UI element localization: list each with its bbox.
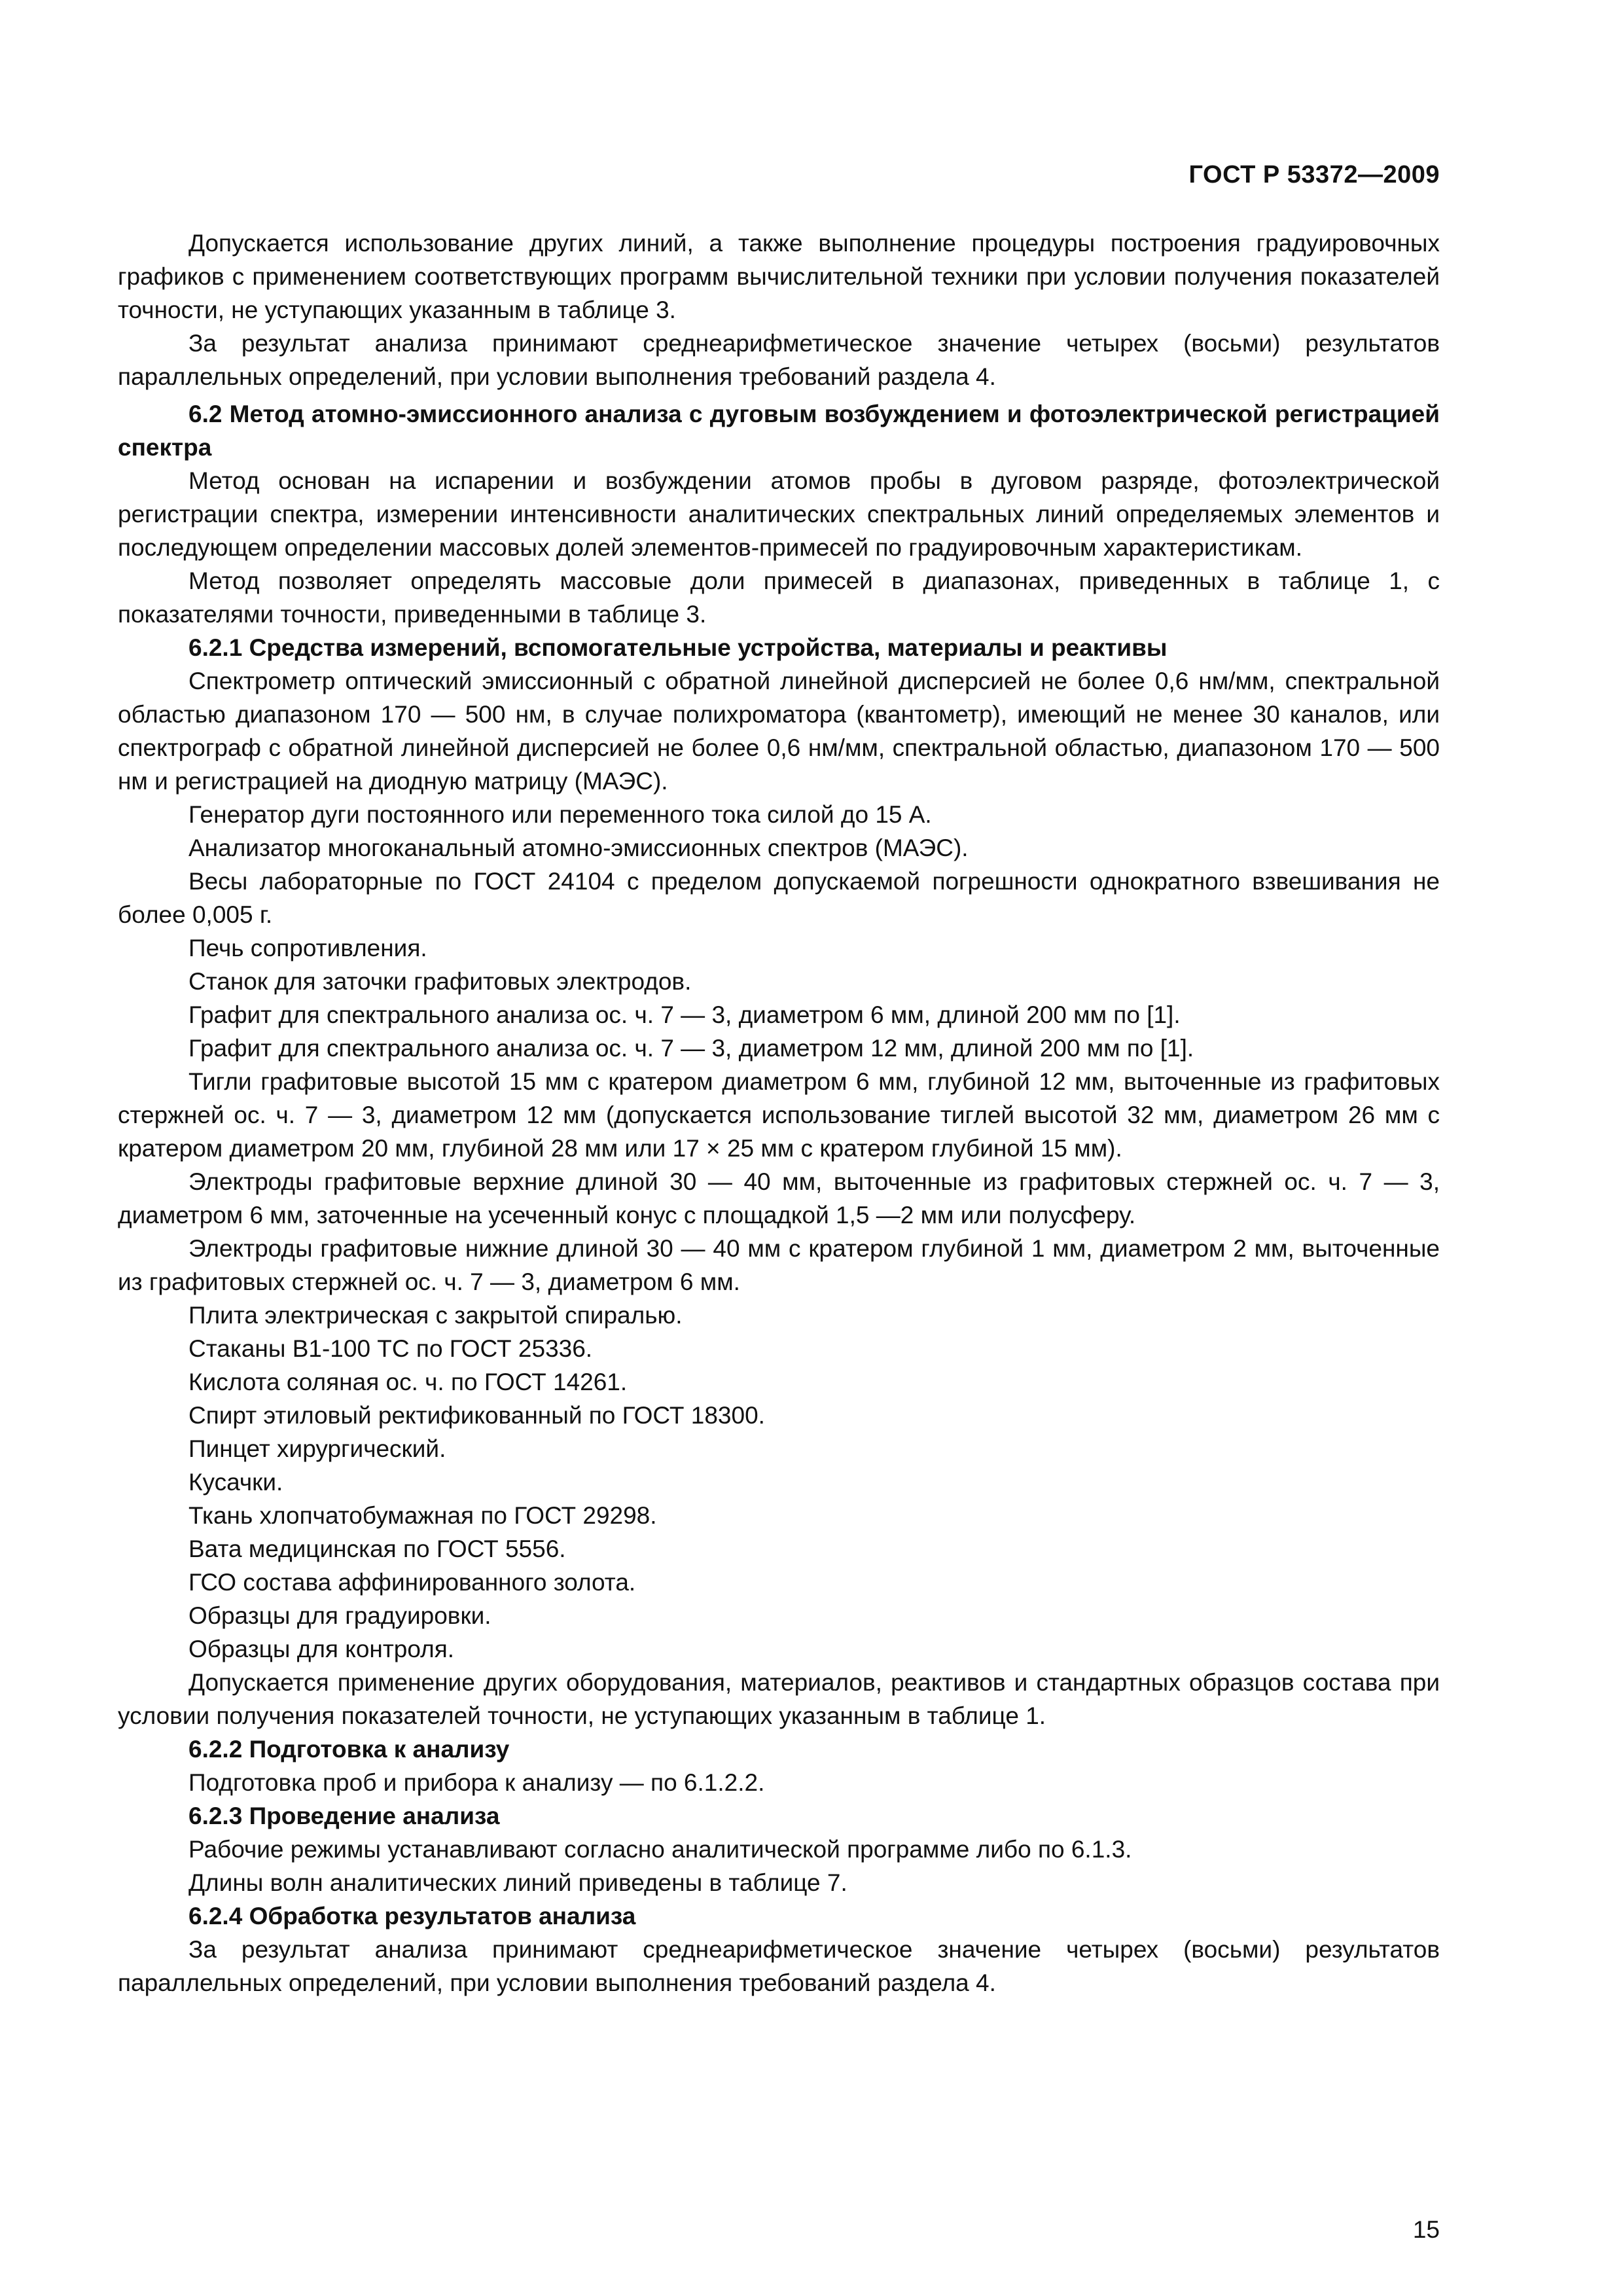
- paragraph: Допускается использование других линий, а также выполнение процедуры построения градуировочных графиков с применением соответствующих программ вычислительной техники при условии получения показателей точности, не уступающих указанным в таблице 3.: [118, 230, 1440, 323]
- paragraph: Кусачки.: [188, 1469, 283, 1496]
- paragraph: Графит для спектрального анализа ос. ч. 7 — 3, диаметром 6 мм, длиной 200 мм по [1].: [188, 1001, 1181, 1028]
- paragraph: Тигли графитовые высотой 15 мм с кратером диаметром 6 мм, глубиной 12 мм, выточенные из графитовых стержней ос. ч. 7 — 3, диаметром 12 мм (допускается использование тиглей высотой 32 мм, диаметром 26 мм с кратером диаметром 20 мм, глубиной 28 мм или 17 × 25 мм с кратером глубиной 15 мм).: [118, 1068, 1440, 1162]
- paragraph: Спирт этиловый ректификованный по ГОСТ 18300.: [188, 1402, 765, 1429]
- paragraph: Весы лабораторные по ГОСТ 24104 с пределом допускаемой погрешности однократного взвешивания не более 0,005 г.: [118, 868, 1440, 928]
- paragraph: Ткань хлопчатобумажная по ГОСТ 29298.: [188, 1502, 657, 1529]
- paragraph: Стаканы В1-100 ТС по ГОСТ 25336.: [188, 1335, 593, 1362]
- paragraph: Пинцет хирургический.: [188, 1435, 446, 1462]
- section-heading: 6.2.1 Средства измерений, вспомогательные устройства, материалы и реактивы: [188, 634, 1168, 661]
- section-heading: 6.2 Метод атомно-эмиссионного анализа с дуговым возбуждением и фотоэлектрической регистрацией спектра: [118, 401, 1440, 461]
- paragraph: Метод позволяет определять массовые доли примесей в диапазонах, приведенных в таблице 1, с показателями точности, приведенными в таблице 3.: [118, 567, 1440, 628]
- paragraph: Спектрометр оптический эмиссионный с обратной линейной дисперсией не более 0,6 нм/мм, спектральной областью диапазоном 170 — 500 нм, в случае полихроматора (квантометр), имеющий не менее 30 каналов, или спектрограф с обратной линейной дисперсией не более 0,6 нм/мм, спектральной областью, диапазоном 170 — 500 нм и регистрацией на диодную матрицу (МАЭС).: [118, 668, 1440, 795]
- paragraph: Кислота соляная ос. ч. по ГОСТ 14261.: [188, 1369, 628, 1395]
- paragraph: Анализатор многоканальный атомно-эмиссионных спектров (МАЭС).: [188, 834, 969, 861]
- paragraph: Образцы для контроля.: [188, 1636, 455, 1662]
- standard-designation: ГОСТ Р 53372—2009: [1188, 161, 1440, 188]
- paragraph: Метод основан на испарении и возбуждении атомов пробы в дуговом разряде, фотоэлектрической регистрации спектра, измерении интенсивности аналитических спектральных линий определяемых элементов и последующем определении массовых долей элементов-примесей по градуировочным характеристикам.: [118, 467, 1440, 561]
- document-body: [118, 226, 1440, 2000]
- paragraph: За результат анализа принимают среднеарифметическое значение четырех (восьми) результатов параллельных определений, при условии выполнения требований раздела 4.: [118, 330, 1440, 390]
- section-heading: 6.2.4 Обработка результатов анализа: [188, 1903, 636, 1929]
- page-number: 15: [1412, 2216, 1440, 2243]
- paragraph: Допускается применение других оборудования, материалов, реактивов и стандартных образцов состава при условии получения показателей точности, не уступающих указанным в таблице 1.: [118, 1669, 1440, 1729]
- paragraph: Подготовка проб и прибора к анализу — по 6.1.2.2.: [188, 1769, 765, 1796]
- paragraph: ГСО состава аффинированного золота.: [188, 1569, 636, 1596]
- paragraph: Образцы для градуировки.: [188, 1602, 491, 1629]
- paragraph: Генератор дуги постоянного или переменного тока силой до 15 А.: [188, 801, 932, 828]
- paragraph: Электроды графитовые нижние длиной 30 — 40 мм с кратером глубиной 1 мм, диаметром 2 мм, выточенные из графитовых стержней ос. ч. 7 — 3, диаметром 6 мм.: [118, 1235, 1440, 1295]
- paragraph: Станок для заточки графитовых электродов.: [188, 968, 692, 995]
- paragraph: Рабочие режимы устанавливают согласно аналитической программе либо по 6.1.3.: [188, 1836, 1132, 1863]
- paragraph: Длины волн аналитических линий приведены в таблице 7.: [188, 1869, 847, 1896]
- paragraph: Печь сопротивления.: [188, 935, 427, 961]
- paragraph: Плита электрическая с закрытой спиралью.: [188, 1302, 683, 1329]
- paragraph: Графит для спектрального анализа ос. ч. 7 — 3, диаметром 12 мм, длиной 200 мм по [1].: [188, 1035, 1194, 1062]
- paragraph: За результат анализа принимают среднеарифметическое значение четырех (восьми) результатов параллельных определений, при условии выполнения требований раздела 4.: [118, 1936, 1440, 1996]
- section-heading: 6.2.2 Подготовка к анализу: [188, 1736, 510, 1763]
- section-heading: 6.2.3 Проведение анализа: [188, 1803, 500, 1829]
- paragraph: Вата медицинская по ГОСТ 5556.: [188, 1535, 566, 1562]
- paragraph: Электроды графитовые верхние длиной 30 — 40 мм, выточенные из графитовых стержней ос. ч. 7 — 3, диаметром 6 мм, заточенные на усеченный конус с площадкой 1,5 —2 мм или полусферу.: [118, 1168, 1440, 1229]
